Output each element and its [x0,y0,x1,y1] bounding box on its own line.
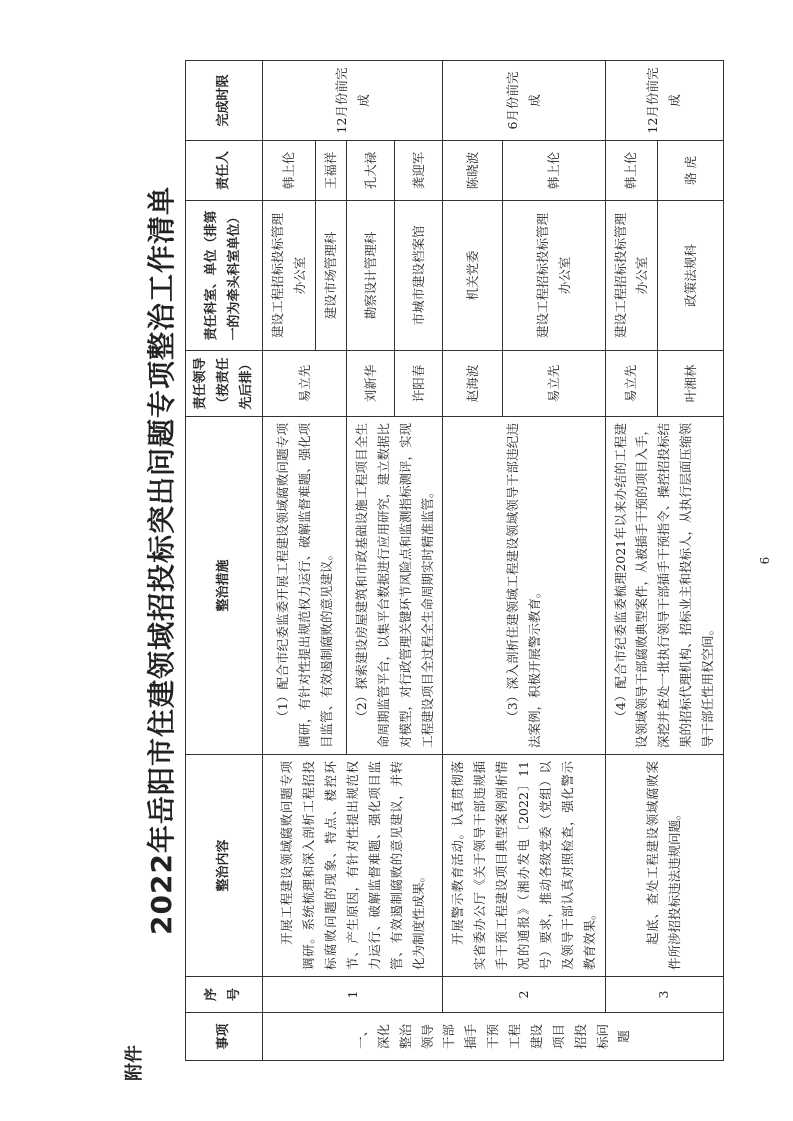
content-cell: 起底、查处工程建设领域腐败案件所涉招投标违法违规问题。 [605,755,723,977]
header-dept: 责任科室、单位（排第一的为牵头科室单位） [186,201,263,351]
header-content: 整治内容 [186,755,263,977]
seq-cell: 3 [605,977,723,1013]
leader-cell: 易立先 [503,351,605,417]
page-number: 6 [758,556,772,565]
seq-cell: 2 [443,977,605,1013]
person-cell: 骆 虎 [658,141,724,201]
person-cell: 王福祥 [316,141,347,201]
dept-cell: 建设市场管理科 [316,201,347,351]
table-row [263,61,316,1061]
dept-cell: 勘察设计管理科 [346,201,394,351]
item-name-cell: 一、深化整治领导干部插手干预工程建设项目招投标问题 [263,1013,724,1061]
person-cell: 韩上伦 [605,141,658,201]
dept-cell: 政策法规科 [658,201,724,351]
header-item: 事项 [186,1013,263,1061]
header-seq: 序号 [186,977,263,1013]
annex-label: 附件 [124,1045,145,1081]
dept-cell: 市城市建设档案馆 [395,201,443,351]
header-leader: 责任领导（按责任先后排） [186,351,263,417]
table-row [443,61,503,1061]
document-title: 2022年岳阳市住建领域招投标突出问题专项整治工作清单 [145,186,178,935]
header-person: 责任人 [186,141,263,201]
leader-cell: 易立先 [605,351,658,417]
content-cell: 开展工程建设领域腐败问题专项调研。系统梳理和深入剖析工程招投标腐败问题的现象、特点、楼控环节、产生原因，有针对性提出规范权力运行、破解监督难题、强化项目监管、有效遏制腐败的意见建议，并转化为制度性成果。 [263,755,443,977]
person-cell: 陈晓波 [443,141,503,201]
person-cell: 孔大禄 [346,141,394,201]
measure-cell: （2）探索建设房屋建筑和市政基础设施工程项目全生命周期监管平台，以集平台数据进行应用研究，建立数据比对模型，对行政管理关键环节风险点和监测指标测评，实现工程建设项目全过程全生命周期实时精准监管。 [346,417,443,755]
header-measures: 整治措施 [186,417,263,755]
measure-cell: （3）深入剖析住建领域工程建设领域领导干部违纪违法案例，积极开展警示教育。 [443,417,605,755]
dept-cell: 机关党委 [443,201,503,351]
deadline-cell: 12月份前完成 [605,61,723,141]
leader-cell: 叶湘林 [658,351,724,417]
leader-cell: 易立先 [263,351,347,417]
dept-cell: 建设工程招标投标管理办公室 [503,201,605,351]
seq-cell: 1 [263,977,443,1013]
content-cell: 开展警示教育活动。认真贯彻落实省委办公厅《关于领导干部违规插手干预工程建设项目典型案例剖析情况的通报》（湘办发电〔2022〕11号）要求，推动各级党委（党组）以及领导干部认真对照检查，强化警示教育效果。 [443,755,605,977]
dept-cell: 建设工程招标投标管理办公室 [605,201,658,351]
measure-cell: （1）配合市纪委监委开展工程建设领域腐败问题专项调研，有针对性提出规范权力运行、破解监督难题、强化项目监管、有效遏制腐败的意见建议。 [263,417,347,755]
deadline-cell: 12月份前完成 [263,61,443,141]
measure-cell: （4）配合市纪委监委梳理2021年以来办结的工程建设领域领导干部腐败典型案件，从被插手干预的项目入手，深挖并查处一批执行领导干部插手干预指令、操控招投标结果的招标代理机构、招标业主和投标人，从执行层面压缩领导干部任性用权空间。 [605,417,723,755]
work-list-table [185,60,724,1061]
person-cell: 龚迎军 [395,141,443,201]
table-header-row [186,61,263,1061]
leader-cell: 赵海波 [443,351,503,417]
header-deadline: 完成时限 [186,61,263,141]
leader-cell: 许阳春 [395,351,443,417]
dept-cell: 建设工程招标投标管理办公室 [263,201,316,351]
person-cell: 韩上伦 [263,141,316,201]
person-cell: 韩上伦 [503,141,605,201]
leader-cell: 刘新华 [346,351,394,417]
deadline-cell: 6月份前完成 [443,61,605,141]
